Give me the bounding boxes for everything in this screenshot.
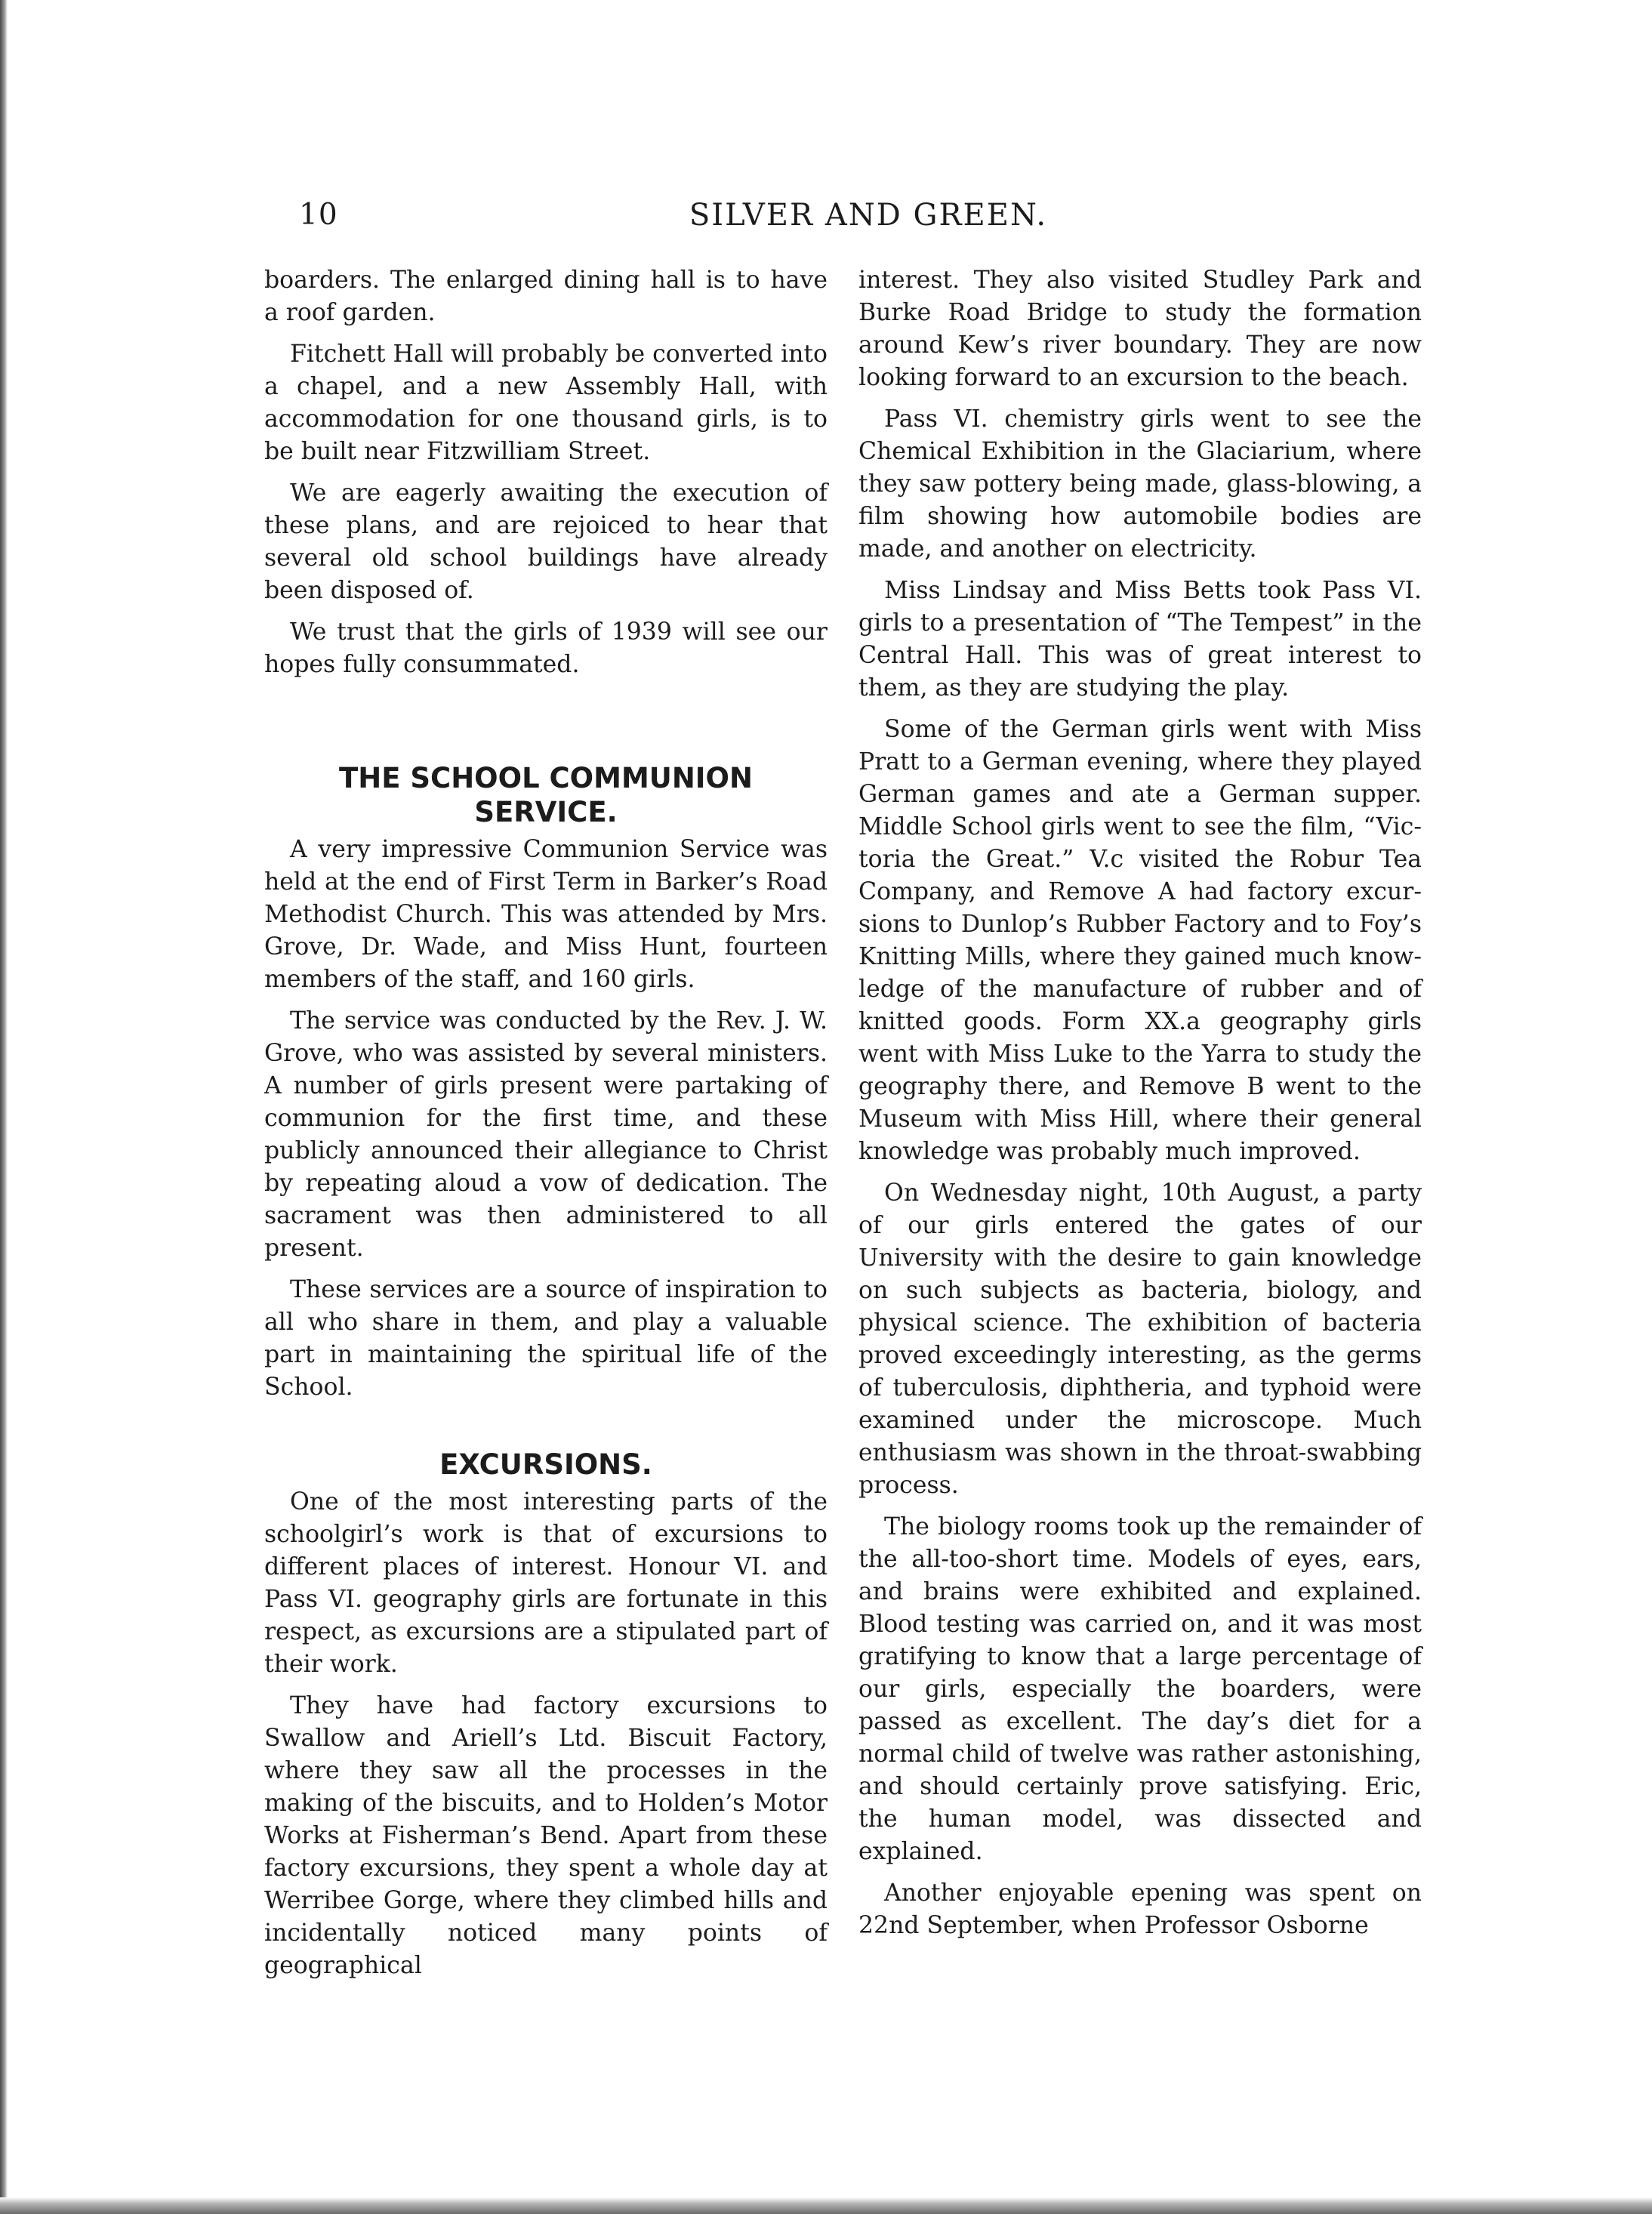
section-spacer xyxy=(264,1413,828,1448)
running-title: SILVER AND GREEN. xyxy=(689,198,1048,233)
paragraph: We are eagerly awaiting the execution of these plans, and are rejoiced to hear that several old school buildings have already been disposed of. xyxy=(264,479,828,604)
paragraph: One of the most interesting parts of the schoolgirl’s work is that of excursions to different places of interest. Honour VI. and Pass VI. geography girls are fortunate in this respect, as excursions are a stipulated part of their work. xyxy=(264,1488,828,1678)
right-column xyxy=(858,264,1422,1951)
scan-bottom-edge xyxy=(0,2197,1652,2214)
paragraph: boarders. The enlarged dining hall is to have a roof garden. xyxy=(264,267,828,326)
paragraph: On Wednesday night, 10th August, a party of our girls entered the gates of our University with the desire to gain knowledge on such subjects as bacteria, biology, and physical science. The exhibition of bacteria proved exceedingly interesting, as the germs of tuberculosis, diphtheria, and typhoid were examined under the microscope. Much enthusiasm was shown in the throat-swabbing process. xyxy=(858,1179,1422,1499)
page-number: 10 xyxy=(299,198,338,232)
section-spacer xyxy=(264,690,828,761)
paragraph: Another enjoyable epening was spent on 22nd September, when Professor Osborne xyxy=(858,1879,1422,1939)
paragraph: Fitchett Hall will probably be converted into a chapel, and a new Assembly Hall, with accommodation for one thousand girls, is to be built near Fitzwilliam Street. xyxy=(264,341,828,465)
section-heading-excursions: EXCURSIONS. xyxy=(439,1448,652,1481)
paragraph: The biology rooms took up the remainder of the all-too-short time. Models of eyes, ears, and brains were exhibited and explained. Blood testing was carried on, and it was most gratifying to know that a large percentage of our girls, especially the boarders, were passed as excellent. The day’s diet for a normal child of twelve was rather astonishing, and should certainly prove satisfying. Eric, the human model, was dissected and explained. xyxy=(858,1513,1422,1865)
paragraph: These services are a source of inspiration to all who share in them, and play a valuable part in maintaining the spiritual life of the School. xyxy=(264,1276,828,1401)
section-heading-communion: THE SCHOOL COMMUNION SERVICE. xyxy=(339,762,753,828)
paragraph: They have had factory excursions to Swallow and Ariell’s Ltd. Biscuit Factory, where they saw all the processes in the making of the biscuits, and to Holden’s Motor Works at Fisherman’s Bend. Apart from these factory excursions, they spent a whole day at Werribee Gorge, where they climbed hills and incidentally noticed many points of geographical xyxy=(264,1692,828,1979)
left-column xyxy=(264,264,828,1991)
paragraph: Some of the German girls went with Miss Pratt to a German evening, where they played German games and ate a German supper. Middle School girls went to see the film, “Victoria the Great.” V.c visited the Robur Tea Company, and Remove A had factory excursions to Dunlop’s Rubber Factory and to Foy’s Knitting Mills, where they gained much knowledge of the manufacture of rubber and of knitted goods. Form XX.a geography girls went with Miss Luke to the Yarra to study the geography there, and Remove B went to the Museum with Miss Hill, where their general knowledge was probably much improved. xyxy=(858,716,1422,1165)
paragraph: Pass VI. chemistry girls went to see the Chemical Exhibition in the Glaciarium, where they saw pottery being made, glass-blowing, a film showing how automobile bodies are made, and another on electricity. xyxy=(858,405,1422,563)
scan-left-edge xyxy=(0,0,8,2214)
paragraph: Miss Lindsay and Miss Betts took Pass VI. girls to a presentation of “The Tempest” in the Central Hall. This was of great interest to them, as they are studying the play. xyxy=(858,577,1422,702)
paragraph: We trust that the girls of 1939 will see our hopes fully consummated. xyxy=(264,618,828,678)
paragraph: A very impressive Communion Service was held at the end of First Term in Barker’s Road Methodist Church. This was attended by Mrs. Grove, Dr. Wade, and Miss Hunt, fourteen members of the staff, and 160 girls. xyxy=(264,836,828,993)
paragraph: The service was conducted by the Rev. J. W. Grove, who was assisted by several ministers. A number of girls present were partaking of communion for the first time, and these publicly announced their allegiance to Christ by repeating aloud a vow of dedication. The sacrament was then administered to all present. xyxy=(264,1007,828,1262)
paragraph: interest. They also visited Studley Park and Burke Road Bridge to study the formation around Kew’s river boundary. They are now looking forward to an excursion to the beach. xyxy=(858,267,1422,391)
